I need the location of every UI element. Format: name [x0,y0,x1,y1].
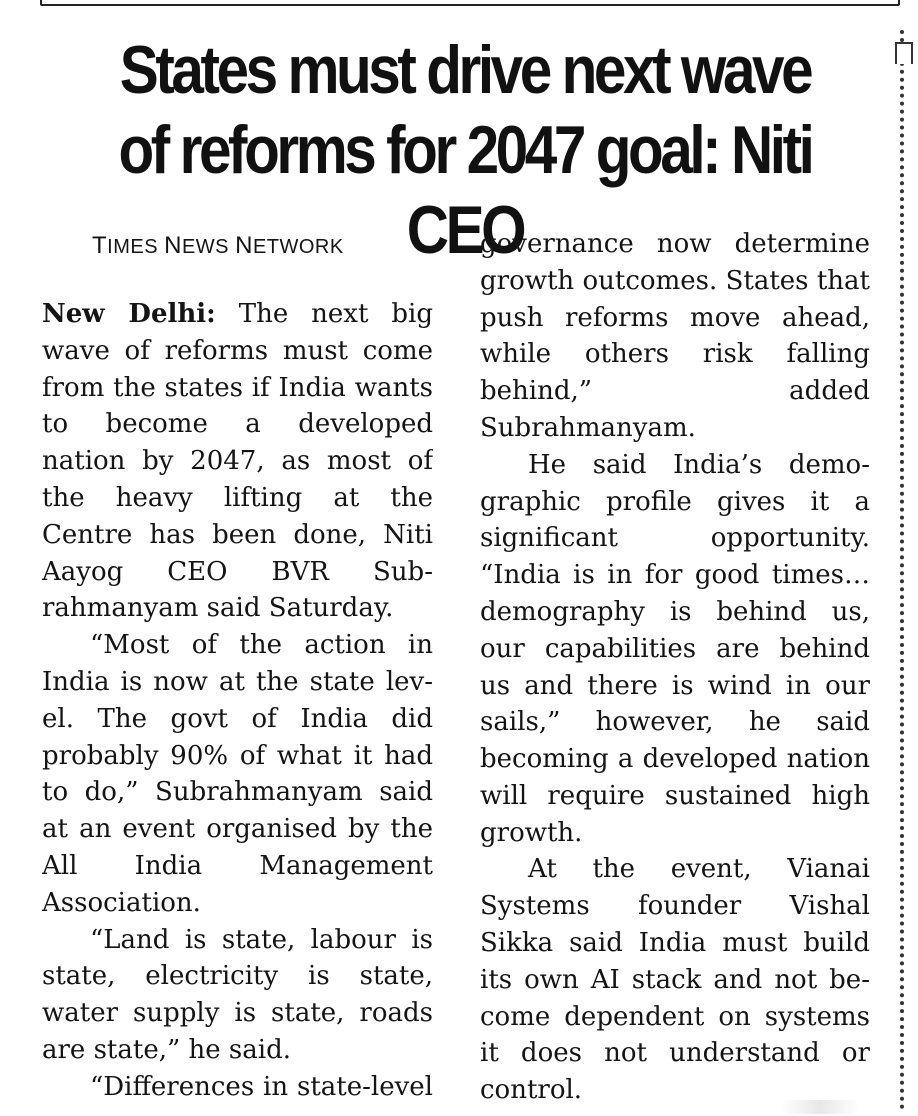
print-smudge [780,1100,860,1114]
paragraph-3: “Land is state, labour is state, electricity is state, water supply is state, roads are state,” he said. [42,924,433,1065]
paragraph-5-cont: He said India’s demographic profile gives it a significant opportunity. “India is in for good times… demography is behind us, our capabilities are behind us and there is wind in our sails,” however, he said becoming a developed nation will require sustained high growth. [480,449,870,848]
article-column-2 [480,226,870,1116]
dateline: New Delhi: [42,299,216,329]
article-body [42,296,433,1106]
article-body-continued [480,226,870,1109]
top-frame [40,0,900,6]
paragraph-4: “Differences in state-level [90,1071,433,1102]
corner-mark [895,42,913,64]
byline: TIMES NEWS NETWORK [92,232,344,259]
paragraph-2: “Most of the action in India is now at the state level. The govt of India did probably 90% of what it had to do,” Subrahmanyam said at an event organised by the All India Management Association. [42,630,433,918]
column-dotted-rule [900,30,904,1110]
article-column-1 [42,225,433,1115]
paragraph-1: New Delhi: The next big wave of reforms must come from the states if India wants to become a developed nation by 2047, as most of the heavy lifting at the Centre has been done, Niti Aayog CEO BVR Subrahmanyam said Saturday. [42,299,433,624]
paragraph-4-cont: governance now determine growth outcomes. States that push reforms move ahead, while others risk falling behind,” added Subrahmanyam. [480,228,870,443]
headline: States must drive next wave of reforms for 2047 goal: Niti CEO [118,32,812,268]
paragraph-6-cont: At the event, Vianai Systems founder Vishal Sikka said India must build its own AI stack and not become dependent on systems it does not understand or control. [480,854,870,1106]
